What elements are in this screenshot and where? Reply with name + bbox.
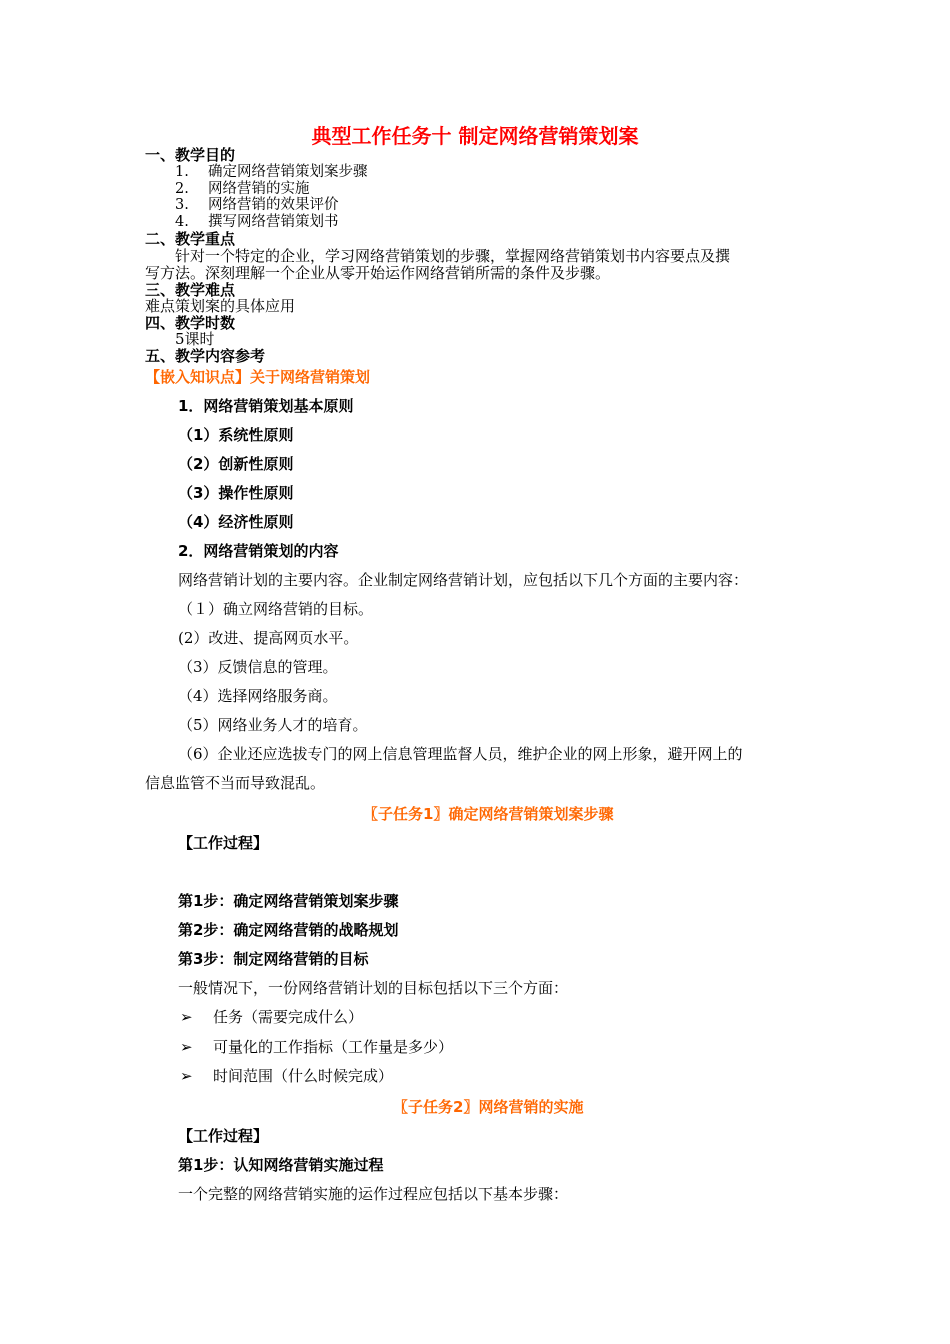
subheading: 2．网络营销策划的内容 xyxy=(178,542,339,560)
principle-item: （1）系统性原则 xyxy=(178,426,294,444)
section-heading-difficulty: 三、教学难点 xyxy=(145,281,236,299)
paragraph-line: 难点策划案的具体应用 xyxy=(145,297,296,315)
paragraph-line: 一般情况下，一份网络营销计划的目标包括以下三个方面： xyxy=(178,979,569,997)
bullet-item: ➢ 可量化的工作指标（工作量是多少） xyxy=(180,1038,454,1056)
list-item: 3. 网络营销的效果评价 xyxy=(175,197,339,213)
section-heading-reference: 五、教学内容参考 xyxy=(145,347,266,365)
list-item: 2. 网络营销的实施 xyxy=(175,181,310,197)
subtask-heading: 〖子任务1〗确定网络营销策划案步骤 xyxy=(363,805,614,823)
content-item: （5）网络业务人才的培育。 xyxy=(178,716,368,734)
arrowhead-bullet-icon: ➢ xyxy=(180,1067,193,1085)
document-title: 典型工作任务十 制定网络营销策划案 xyxy=(311,124,639,148)
knowledge-heading: 【嵌入知识点】关于网络营销策划 xyxy=(145,368,371,386)
content-item: (2）改进、提高网页水平。 xyxy=(178,629,359,647)
list-item: 4. 撰写网络营销策划书 xyxy=(175,214,339,230)
step-item: 第1步：认知网络营销实施过程 xyxy=(178,1156,384,1174)
content-item: （１）确立网络营销的目标。 xyxy=(178,600,374,618)
arrowhead-bullet-icon: ➢ xyxy=(180,1038,193,1056)
bullet-item: ➢ 任务（需要完成什么） xyxy=(180,1008,364,1026)
principle-item: （4）经济性原则 xyxy=(178,513,294,531)
list-item: 1. 确定网络营销策划案步骤 xyxy=(175,164,368,180)
paragraph-line: 网络营销计划的主要内容。企业制定网络营销计划，应包括以下几个方面的主要内容： xyxy=(178,571,749,589)
content-item: （3）反馈信息的管理。 xyxy=(178,658,338,676)
paragraph-line: 写方法。深刻理解一个企业从零开始运作网络营销所需的条件及步骤。 xyxy=(145,264,611,282)
principle-item: （3）操作性原则 xyxy=(178,484,294,502)
section-heading-hours: 四、教学时数 xyxy=(145,314,236,332)
process-label: 【工作过程】 xyxy=(178,1127,269,1145)
paragraph-line: 一个完整的网络营销实施的运作过程应包括以下基本步骤： xyxy=(178,1185,569,1203)
arrowhead-bullet-icon: ➢ xyxy=(180,1008,193,1026)
paragraph-line: 信息监管不当而导致混乱。 xyxy=(145,774,326,792)
process-label: 【工作过程】 xyxy=(178,834,269,852)
subtask-heading: 〖子任务2〗网络营销的实施 xyxy=(393,1098,584,1116)
step-item: 第3步：制定网络营销的目标 xyxy=(178,950,369,968)
paragraph-line: 5课时 xyxy=(175,330,215,348)
bullet-item: ➢ 时间范围（什么时候完成） xyxy=(180,1067,394,1085)
content-item: （6）企业还应选拔专门的网上信息管理监督人员，维护企业的网上形象，避开网上的 xyxy=(178,745,743,763)
section-heading-objectives: 一、教学目的 xyxy=(145,146,236,164)
subheading: 1．网络营销策划基本原则 xyxy=(178,397,354,415)
step-item: 第2步：确定网络营销的战略规划 xyxy=(178,921,399,939)
section-heading-key-points: 二、教学重点 xyxy=(145,230,236,248)
step-item: 第1步：确定网络营销策划案步骤 xyxy=(178,892,399,910)
paragraph-line: 针对一个特定的企业，学习网络营销策划的步骤，掌握网络营销策划书内容要点及撰 xyxy=(175,247,731,265)
content-item: （4）选择网络服务商。 xyxy=(178,687,338,705)
principle-item: （2）创新性原则 xyxy=(178,455,294,473)
